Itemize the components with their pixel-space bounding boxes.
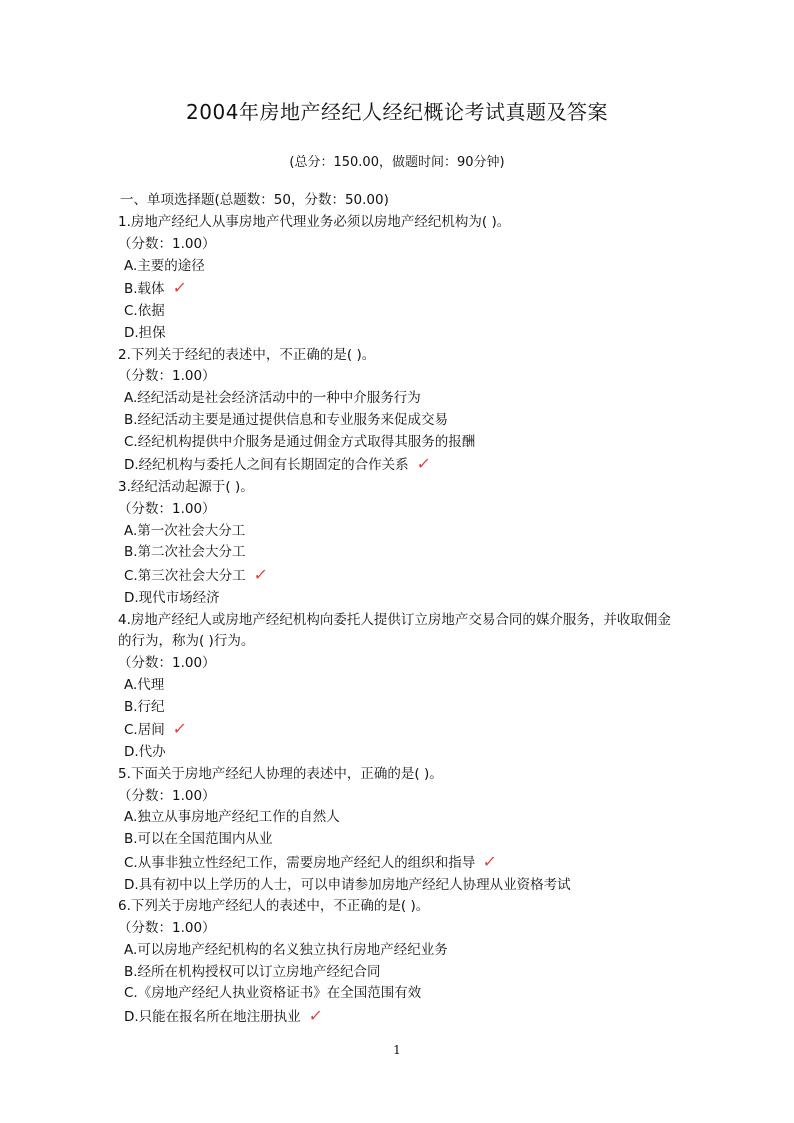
answer-option <box>118 277 678 301</box>
question-score: （分数：1.00） <box>118 787 216 804</box>
answer-option-text: D.代办 <box>124 744 166 760</box>
answer-option <box>118 388 678 410</box>
answer-option <box>118 940 678 962</box>
answer-option <box>118 453 678 477</box>
page-number: 1 <box>393 1043 401 1057</box>
answer-option <box>118 962 678 984</box>
answer-option-text: C.经纪机构提供中介服务是通过佣金方式取得其服务的报酬 <box>124 433 476 450</box>
exam-info: (总分：150.00，做题时间：90分钟) <box>289 155 505 170</box>
question-block <box>118 764 678 897</box>
answer-option-text: A.经纪活动是社会经济活动中的一种中介服务行为 <box>124 390 421 406</box>
answer-option <box>118 588 678 610</box>
answer-option-text: C.第三次社会大分工 <box>124 568 246 584</box>
answer-option-text: A.可以房地产经纪机构的名义独立执行房地产经纪业务 <box>124 941 448 958</box>
answer-option <box>118 807 678 829</box>
answer-option-text: D.具有初中以上学历的人士，可以申请参加房地产经纪人协理从业资格考试 <box>124 876 571 893</box>
answer-option <box>118 697 678 719</box>
answer-option-text: D.现代市场经济 <box>124 589 220 606</box>
answer-option-text: C.居间 <box>124 722 165 739</box>
answer-option <box>118 983 678 1005</box>
question-stem: 2.下列关于经纪的表述中，不正确的是( )。 <box>118 346 376 363</box>
question-stem: 3.经纪活动起源于( )。 <box>118 479 254 495</box>
question-stem: 6.下列关于房地产经纪人的表述中，不正确的是( )。 <box>118 898 430 915</box>
answer-option <box>118 1005 678 1029</box>
section-header: 一、单项选择题(总题数：50，分数：50.00) <box>120 192 389 208</box>
answer-option-text: D.只能在报名所在地注册执业 <box>124 1009 301 1025</box>
answer-option <box>118 675 678 697</box>
answer-option-text: C.从事非独立性经纪工作，需要房地产经纪人的组织和指导 <box>124 854 476 871</box>
checkmark-icon: ✓ <box>307 1006 324 1025</box>
answer-option <box>118 875 678 897</box>
answer-option-text: B.载体 <box>124 281 165 298</box>
checkmark-icon: ✓ <box>171 278 188 298</box>
question-score: （分数：1.00） <box>118 235 216 252</box>
question-stem: 5.下面关于房地产经纪人协理的表述中，正确的是( )。 <box>118 765 443 782</box>
answer-option <box>118 301 678 323</box>
answer-option <box>118 521 678 543</box>
question-block <box>118 212 678 345</box>
question-score: （分数：1.00） <box>118 655 216 671</box>
question-score: （分数：1.00） <box>118 920 216 936</box>
question-list <box>118 212 678 1029</box>
answer-option-text: C.《房地产经纪人执业资格证书》在全国范围有效 <box>124 985 422 1002</box>
question-block <box>118 610 678 764</box>
question-stem: 1.房地产经纪人从事房地产代理业务必须以房地产经纪机构为( )。 <box>118 214 511 230</box>
question-block <box>118 345 678 478</box>
answer-option-text: D.担保 <box>124 324 166 341</box>
answer-option-text: B.第二次社会大分工 <box>124 544 246 561</box>
answer-option <box>118 742 678 764</box>
answer-option-text: A.主要的途径 <box>124 257 205 274</box>
question-score: （分数：1.00） <box>118 368 216 385</box>
answer-option-text: A.独立从事房地产经纪工作的自然人 <box>124 809 340 826</box>
checkmark-icon: ✓ <box>481 851 499 871</box>
answer-option <box>118 829 678 851</box>
answer-option <box>118 323 678 345</box>
answer-option <box>118 542 678 564</box>
answer-option <box>118 718 678 742</box>
answer-option <box>118 432 678 454</box>
answer-option-text: A.第一次社会大分工 <box>124 522 246 539</box>
answer-option-text: C.依据 <box>124 303 165 319</box>
page-title: 2004年房地产经纪人经纪概论考试真题及答案 <box>186 100 608 124</box>
answer-option-text: B.可以在全国范围内从业 <box>124 831 273 847</box>
answer-option <box>118 851 678 875</box>
question-block <box>118 477 678 610</box>
question-score: （分数：1.00） <box>118 500 216 517</box>
checkmark-icon: ✓ <box>252 565 269 584</box>
answer-option <box>118 256 678 278</box>
checkmark-icon: ✓ <box>171 719 188 739</box>
answer-option-text: A.代理 <box>124 676 165 693</box>
answer-option <box>118 410 678 432</box>
question-block <box>118 896 678 1029</box>
checkmark-icon: ✓ <box>415 454 432 474</box>
question-stem: 4.房地产经纪人或房地产经纪机构向委托人提供订立房地产交易合同的媒介服务，并收取佣金的行为，称为( )行为。 <box>118 611 671 650</box>
answer-option-text: B.经纪活动主要是通过提供信息和专业服务来促成交易 <box>124 411 449 428</box>
answer-option <box>118 564 678 588</box>
answer-option-text: B.经所在机构授权可以订立房地产经纪合同 <box>124 963 381 980</box>
answer-option-text: D.经纪机构与委托人之间有长期固定的合作关系 <box>124 457 409 474</box>
answer-option-text: B.行纪 <box>124 698 165 715</box>
